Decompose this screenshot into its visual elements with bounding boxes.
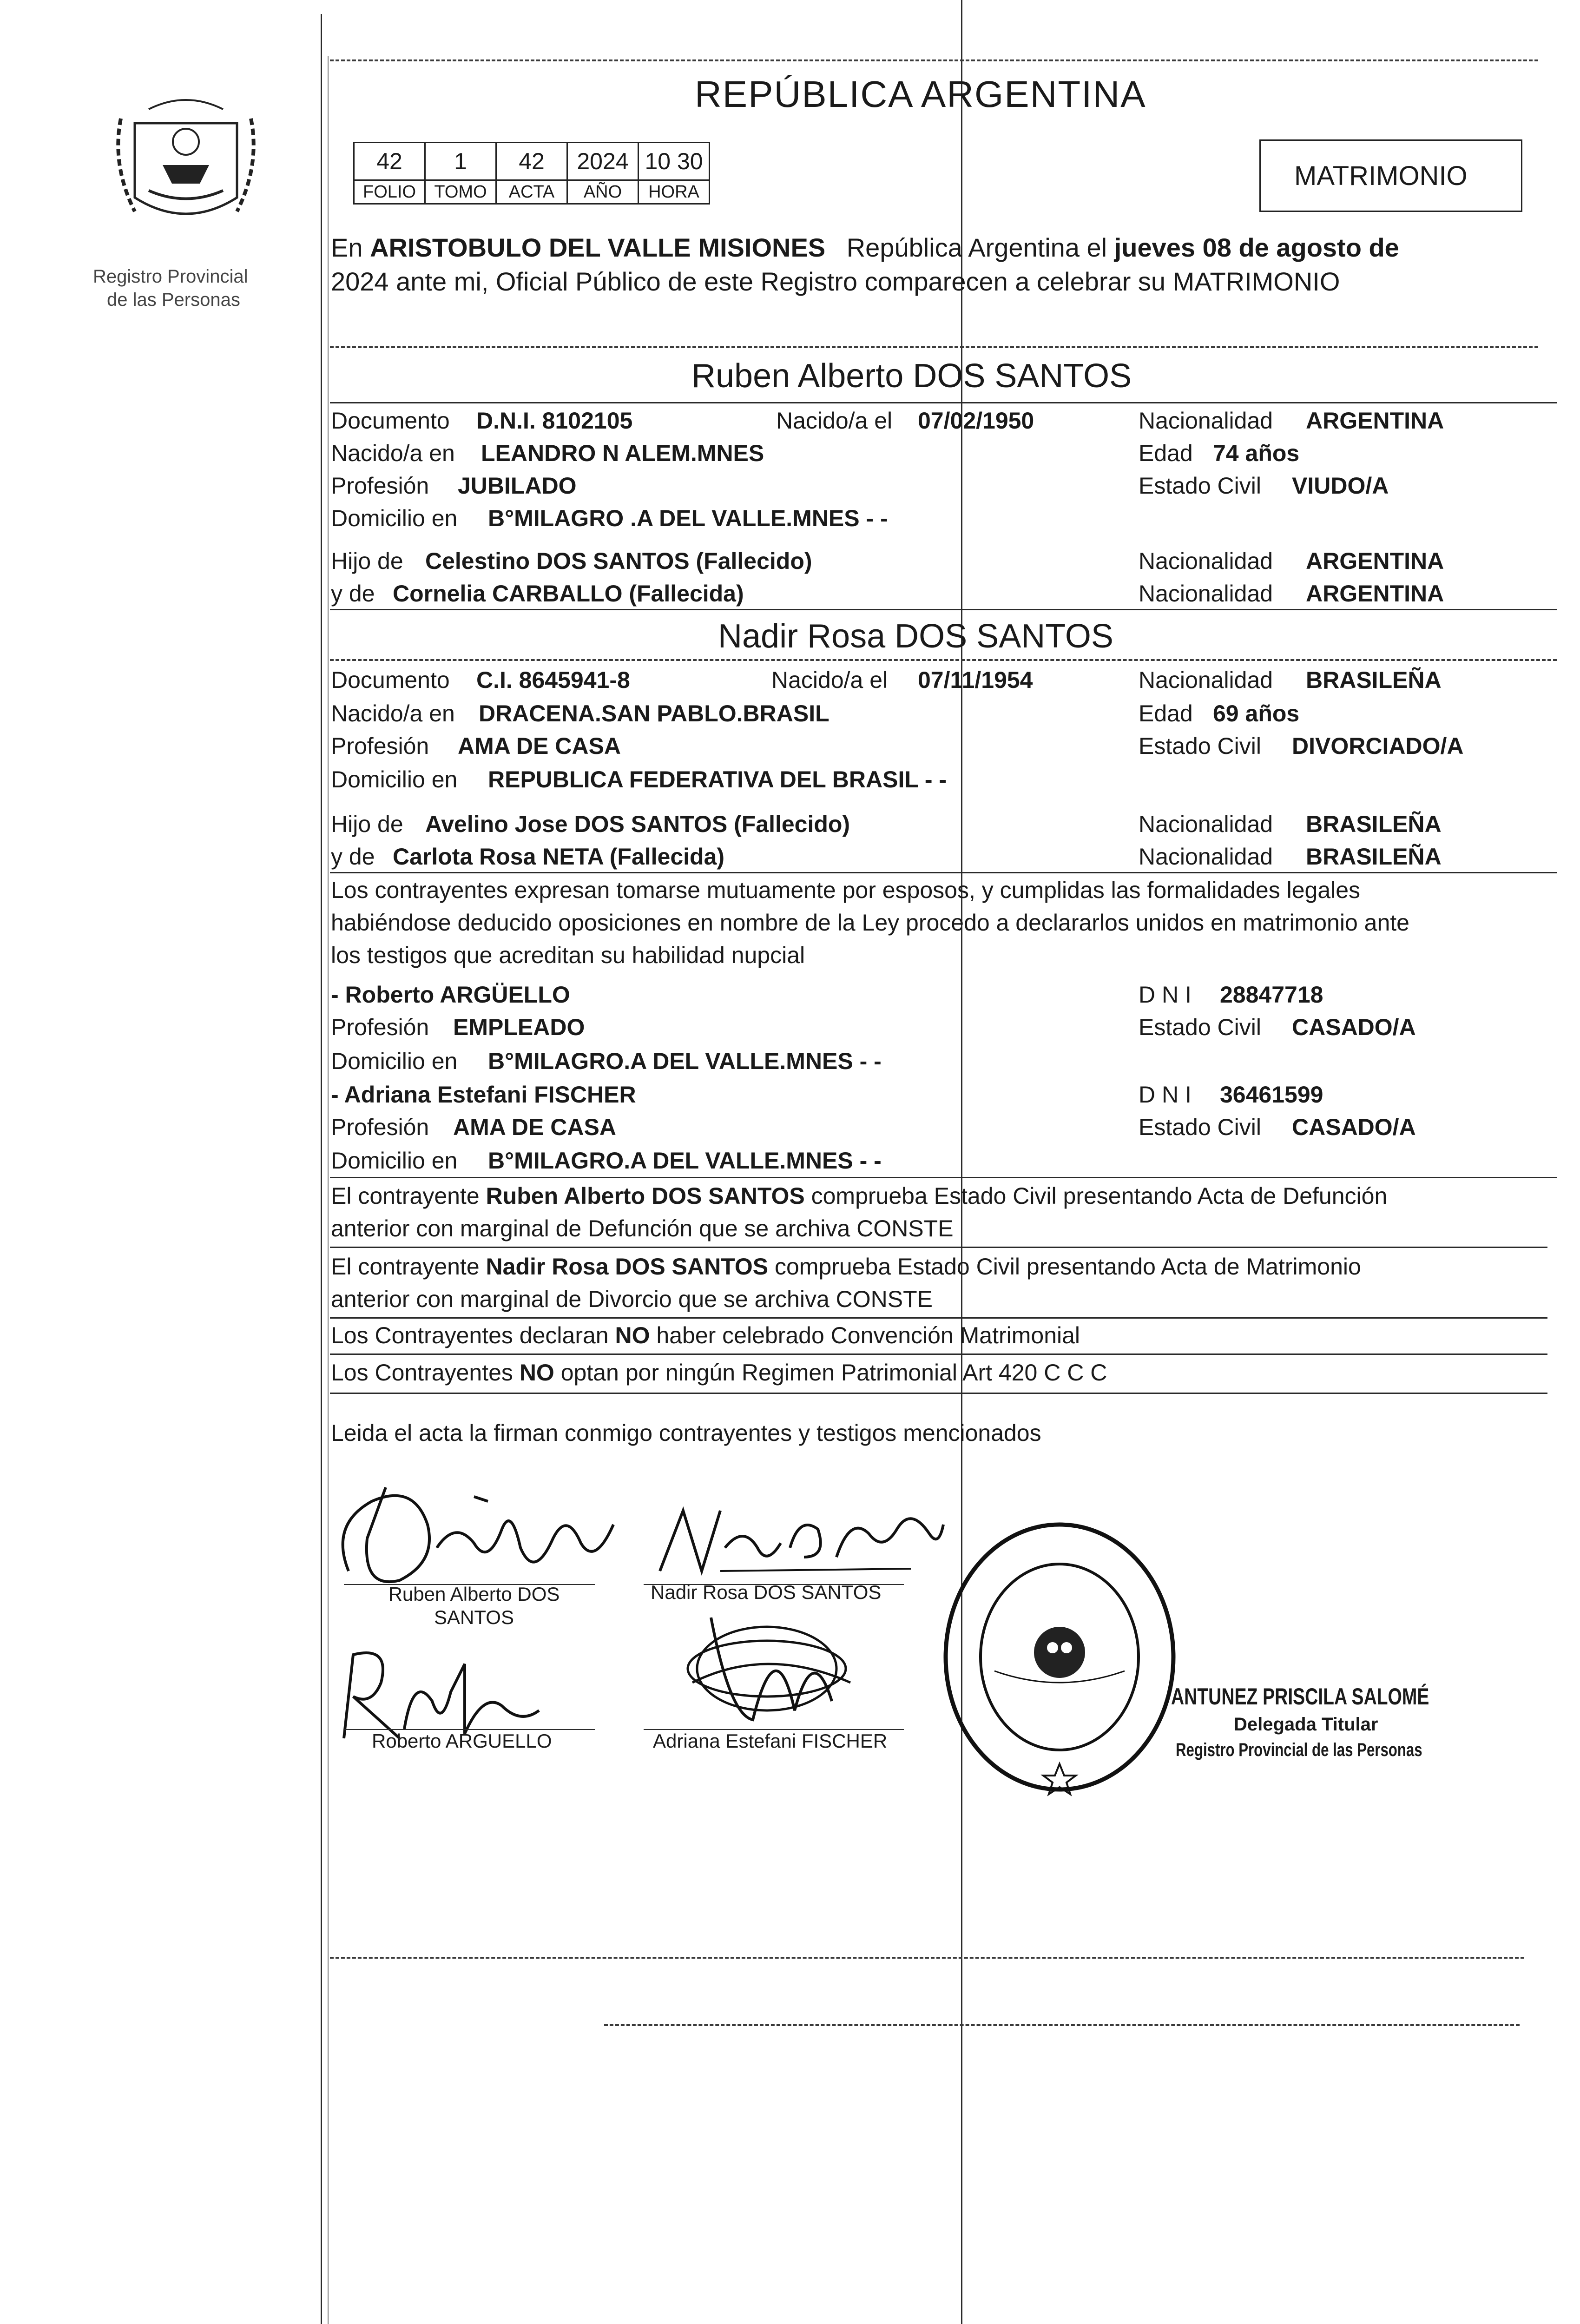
spouse1-birthplace-value: LEANDRO N ALEM.MNES xyxy=(481,440,764,466)
lower-dashed-border xyxy=(604,2024,1520,2026)
section-divider xyxy=(330,346,1538,348)
spouse1-doc-value: D.N.I. 8102105 xyxy=(476,408,633,434)
folio-label: FOLIO xyxy=(354,180,425,204)
top-dashed-border xyxy=(330,59,1538,61)
witness1-name: - Roberto ARGÜELLO xyxy=(331,982,570,1008)
registry-table xyxy=(353,142,710,205)
spouse2-father-nat-label: Nacionalidad xyxy=(1139,811,1273,837)
witness1-id-label: D N I xyxy=(1139,982,1192,1008)
spouse2-doc-label: Documento xyxy=(331,667,450,693)
closing-text: Leida el acta la firman conmigo contrayentes y testigos mencionados xyxy=(331,1420,1041,1446)
note-2-rule xyxy=(330,1317,1547,1319)
official-title: Delegada Titular xyxy=(1234,1714,1378,1735)
spouse1-civil-value: VIUDO/A xyxy=(1292,473,1389,499)
note-4 xyxy=(331,1361,1107,1384)
witness2-prof-label: Profesión xyxy=(331,1114,429,1140)
spouse2-born-label: Nacido/a el xyxy=(771,667,888,693)
witness2-name: - Adriana Estefani FISCHER xyxy=(331,1082,636,1108)
spouse1-father-value: Celestino DOS SANTOS (Fallecido) xyxy=(425,548,812,574)
witness-end-rule xyxy=(330,1177,1557,1178)
sig4-caption: Adriana Estefani FISCHER xyxy=(653,1730,888,1752)
note-1-rule xyxy=(330,1247,1547,1248)
spouse2-mother-nat-label: Nacionalidad xyxy=(1139,844,1273,870)
witness1-prof-label: Profesión xyxy=(331,1014,429,1040)
note-1-pre: El contrayente xyxy=(331,1183,480,1209)
registry-seal-icon xyxy=(939,1518,1180,1796)
spouse1-age-value: 74 años xyxy=(1213,440,1300,466)
spouse1-father-nat-value: ARGENTINA xyxy=(1306,548,1444,574)
witness1-addr-label: Domicilio en xyxy=(331,1048,458,1074)
intro-en: En xyxy=(331,233,363,262)
declaration-line-1: Los contrayentes expresan tomarse mutuamente por esposos, y cumplidas las formalidades legales xyxy=(331,877,1361,903)
spouse1-civil-label: Estado Civil xyxy=(1139,473,1261,499)
note-4-no: NO xyxy=(519,1360,554,1386)
intro-place: ARISTOBULO DEL VALLE MISIONES xyxy=(370,233,826,262)
note-2-line-2: anterior con marginal de Divorcio que se archiva CONSTE xyxy=(331,1286,933,1312)
page-title: REPÚBLICA ARGENTINA xyxy=(695,73,1146,115)
spouse2-addr-label: Domicilio en xyxy=(331,766,458,792)
spouse2-name: Nadir Rosa DOS SANTOS xyxy=(718,618,1113,655)
spouse2-prof-value: AMA DE CASA xyxy=(458,733,621,759)
center-fold-line xyxy=(961,0,962,2324)
signature-adriana xyxy=(674,1599,869,1738)
acta-value: 42 xyxy=(496,143,567,180)
spouse2-end-rule xyxy=(330,872,1557,873)
spouse2-father-value: Avelino Jose DOS SANTOS (Fallecido) xyxy=(425,811,850,837)
spouse2-prof-label: Profesión xyxy=(331,733,429,759)
acta-label: ACTA xyxy=(496,180,567,204)
note-2-pre: El contrayente xyxy=(331,1254,480,1280)
spouse2-father-label: Hijo de xyxy=(331,811,403,837)
left-margin-line-2 xyxy=(328,56,329,2324)
witness2-addr-value: B°MILAGRO.A DEL VALLE.MNES - - xyxy=(488,1148,882,1174)
spouse2-rule xyxy=(330,659,1557,661)
note-3-pre: Los Contrayentes declaran xyxy=(331,1322,609,1348)
intro-country: República Argentina xyxy=(846,233,1080,262)
witness2-civil-value: CASADO/A xyxy=(1292,1114,1416,1140)
official-name: ANTUNEZ PRISCILA SALOMÉ xyxy=(1171,1684,1429,1710)
spouse2-addr-value: REPUBLICA FEDERATIVA DEL BRASIL - - xyxy=(488,766,947,792)
note-4-post: optan por ningún Regimen Patrimonial Art 420 C C C xyxy=(560,1360,1107,1386)
logo-caption-1: Registro Provincial xyxy=(93,266,248,287)
spouse1-father-label: Hijo de xyxy=(331,548,403,574)
official-office: Registro Provincial de las Personas xyxy=(1176,1740,1422,1760)
note-1-name: Ruben Alberto DOS SANTOS xyxy=(486,1183,805,1209)
spouse1-addr-label: Domicilio en xyxy=(331,505,458,531)
note-3-rule xyxy=(330,1353,1547,1355)
spouse2-mother-value: Carlota Rosa NETA (Fallecida) xyxy=(393,844,725,870)
witness2-prof-value: AMA DE CASA xyxy=(453,1114,616,1140)
spouse1-prof-label: Profesión xyxy=(331,473,429,499)
spouse1-rule xyxy=(330,402,1557,403)
spouse1-father-nat-label: Nacionalidad xyxy=(1139,548,1273,574)
hora-value: 10 30 xyxy=(639,143,710,180)
left-margin-line xyxy=(321,14,322,2324)
note-1-line-2: anterior con marginal de Defunción que se archiva CONSTE xyxy=(331,1215,954,1241)
intro-line-2: 2024 ante mi, Oficial Público de este Registro comparecen a celebrar su MATRIMONIO xyxy=(331,267,1340,296)
spouse2-nat-value: BRASILEÑA xyxy=(1306,667,1442,693)
note-2 xyxy=(331,1255,1361,1278)
spouse2-doc-value: C.I. 8645941-8 xyxy=(476,667,630,693)
declaration-line-3: los testigos que acreditan su habilidad nupcial xyxy=(331,942,805,968)
witness2-addr-label: Domicilio en xyxy=(331,1148,458,1174)
spouse1-mother-label: y de xyxy=(331,581,375,607)
spouse1-nat-label: Nacionalidad xyxy=(1139,408,1273,434)
note-3-post: haber celebrado Convención Matrimonial xyxy=(656,1322,1080,1348)
spouse2-civil-label: Estado Civil xyxy=(1139,733,1261,759)
spouse1-end-rule xyxy=(330,609,1557,610)
note-2-post: comprueba Estado Civil presentando Acta de Matrimonio xyxy=(775,1254,1361,1280)
signature-nadir xyxy=(651,1478,948,1580)
logo-caption-2: de las Personas xyxy=(107,290,240,310)
spouse2-born-value: 07/11/1954 xyxy=(918,667,1033,693)
spouse1-mother-nat-value: ARGENTINA xyxy=(1306,581,1444,607)
folio-value: 42 xyxy=(354,143,425,180)
hora-label: HORA xyxy=(639,180,710,204)
note-1 xyxy=(331,1184,1387,1208)
anio-label: AÑO xyxy=(567,180,639,204)
spouse1-name: Ruben Alberto DOS SANTOS xyxy=(691,357,1132,395)
witness2-id-value: 36461599 xyxy=(1220,1082,1323,1108)
tomo-label: TOMO xyxy=(425,180,496,204)
spouse1-mother-value: Cornelia CARBALLO (Fallecida) xyxy=(393,581,744,607)
witness1-id-value: 28847718 xyxy=(1220,982,1323,1008)
note-2-name: Nadir Rosa DOS SANTOS xyxy=(486,1254,769,1280)
spouse1-mother-nat-label: Nacionalidad xyxy=(1139,581,1273,607)
spouse1-born-value: 07/02/1950 xyxy=(918,408,1034,434)
registry-logo-icon xyxy=(107,91,265,235)
intro-el: el xyxy=(1086,233,1107,262)
witness1-addr-value: B°MILAGRO.A DEL VALLE.MNES - - xyxy=(488,1048,882,1074)
signature-ruben xyxy=(321,1469,627,1599)
spouse2-father-nat-value: BRASILEÑA xyxy=(1306,811,1442,837)
spouse2-birthplace-label: Nacido/a en xyxy=(331,700,455,726)
spouse2-nat-label: Nacionalidad xyxy=(1139,667,1273,693)
note-3 xyxy=(331,1324,1080,1347)
spouse1-birthplace-label: Nacido/a en xyxy=(331,440,455,466)
sig1-caption: Ruben Alberto DOS SANTOS xyxy=(388,1583,560,1629)
bottom-dashed-border xyxy=(330,1957,1524,1959)
sig2-caption: Nadir Rosa DOS SANTOS xyxy=(651,1581,882,1603)
spouse2-civil-value: DIVORCIADO/A xyxy=(1292,733,1464,759)
tomo-value: 1 xyxy=(425,143,496,180)
witness1-civil-label: Estado Civil xyxy=(1139,1014,1261,1040)
witness1-prof-value: EMPLEADO xyxy=(453,1014,585,1040)
spouse2-mother-label: y de xyxy=(331,844,375,870)
spouse1-age-label: Edad xyxy=(1139,440,1193,466)
declaration-line-2: habiéndose deducido oposiciones en nombre de la Ley procedo a declararlos unidos en matrimonio ante xyxy=(331,910,1409,936)
witness2-civil-label: Estado Civil xyxy=(1139,1114,1261,1140)
anio-value: 2024 xyxy=(567,143,639,180)
witness2-id-label: D N I xyxy=(1139,1082,1192,1108)
note-3-no: NO xyxy=(615,1322,650,1348)
witness1-civil-value: CASADO/A xyxy=(1292,1014,1416,1040)
spouse1-prof-value: JUBILADO xyxy=(458,473,577,499)
doc-type-label: MATRIMONIO xyxy=(1294,161,1468,191)
intro-line-1 xyxy=(331,235,1399,261)
spouse1-born-label: Nacido/a el xyxy=(776,408,893,434)
spouse2-mother-nat-value: BRASILEÑA xyxy=(1306,844,1442,870)
note-4-rule xyxy=(330,1393,1547,1394)
note-1-post: comprueba Estado Civil presentando Acta de Defunción xyxy=(811,1183,1388,1209)
sig3-caption: Roberto ARGUELLO xyxy=(372,1730,552,1752)
spouse2-age-label: Edad xyxy=(1139,700,1193,726)
spouse1-nat-value: ARGENTINA xyxy=(1306,408,1444,434)
spouse2-birthplace-value: DRACENA.SAN PABLO.BRASIL xyxy=(479,700,830,726)
spouse2-age-value: 69 años xyxy=(1213,700,1300,726)
spouse1-addr-value: B°MILAGRO .A DEL VALLE.MNES - - xyxy=(488,505,888,531)
intro-date: jueves 08 de agosto de xyxy=(1114,233,1399,262)
note-4-pre: Los Contrayentes xyxy=(331,1360,513,1386)
spouse1-doc-label: Documento xyxy=(331,408,450,434)
